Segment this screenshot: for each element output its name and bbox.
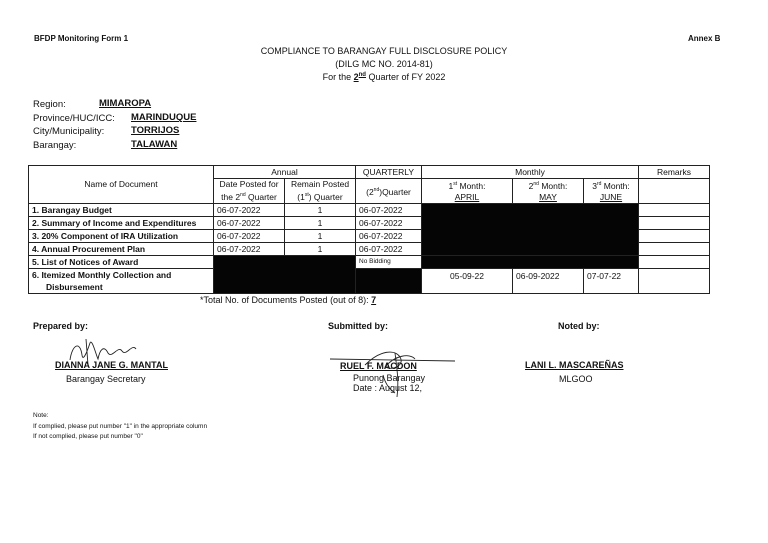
- noted-label: Noted by:: [558, 321, 600, 331]
- region-label: Region:: [33, 99, 66, 110]
- col-name-header: Name of Document: [29, 166, 214, 204]
- submitted-name: RUEL F. MACDON: [340, 361, 417, 371]
- province-value: MARINDUQUE: [131, 112, 197, 123]
- redacted-block: [422, 203, 639, 255]
- prepared-title: Barangay Secretary: [66, 374, 146, 384]
- remarks-header: Remarks: [639, 166, 710, 179]
- table-row: [29, 203, 710, 216]
- document-name: 1. Barangay Budget: [29, 203, 214, 216]
- quarter-header: (2nd)Quarter: [356, 179, 422, 204]
- barangay-value: TALAWAN: [131, 139, 178, 150]
- prepared-label: Prepared by:: [33, 321, 89, 331]
- submitted-title: Punong Barangay: [353, 373, 426, 383]
- note-line-2: If not complied, please put number "0": [33, 433, 143, 440]
- redacted-block: [214, 255, 356, 293]
- barangay-label: Barangay:: [33, 140, 77, 151]
- noted-name: LANI L. MASCAREÑAS: [525, 360, 624, 370]
- noted-title: MLGOO: [559, 374, 593, 384]
- prepared-name: DIANNA JANE G. MANTAL: [55, 360, 168, 370]
- form-name: BFDP Monitoring Form 1: [34, 34, 129, 43]
- province-label: Province/HUC/ICC:: [33, 113, 115, 124]
- date-posted: 06-07-2022: [214, 203, 285, 216]
- date-posted: 06-07-2022: [214, 229, 285, 242]
- memo-circular: (DILG MC NO. 2014-81): [335, 59, 433, 69]
- document-name: 5. List of Notices of Award: [29, 255, 214, 268]
- submitted-label: Submitted by:: [328, 321, 388, 331]
- remarks-subheader: [639, 179, 710, 204]
- month2-header: 2nd Month: MAY: [513, 179, 584, 204]
- document-name: 4. Annual Procurement Plan: [29, 242, 214, 255]
- city-label: City/Municipality:: [33, 126, 105, 137]
- remarks-cell: [639, 229, 710, 242]
- date-posted-header: Date Posted for the 2nd Quarter: [214, 179, 285, 204]
- remain-posted: 1: [285, 203, 356, 216]
- date-posted: 06-07-2022: [214, 216, 285, 229]
- submitted-date: Date : August 12,: [353, 383, 423, 393]
- remarks-cell: [639, 203, 710, 216]
- document-name: 2. Summary of Income and Expenditures: [29, 216, 214, 229]
- document-title: COMPLIANCE TO BARANGAY FULL DISCLOSURE POLICY: [260, 46, 508, 56]
- remain-posted: 1: [285, 229, 356, 242]
- table-row: [29, 268, 710, 293]
- region-value: MIMAROPA: [99, 98, 152, 109]
- total-documents: *Total No. of Documents Posted (out of 8): 7: [200, 295, 377, 305]
- remain-posted: 1: [285, 216, 356, 229]
- remain-posted: 1: [285, 242, 356, 255]
- quarter-posted: 06-07-2022: [356, 203, 422, 216]
- month3-posted: 07-07-22: [584, 268, 639, 293]
- disclosure-table: [28, 165, 710, 294]
- remarks-cell: [639, 255, 710, 268]
- annual-header: Annual: [214, 166, 356, 179]
- remarks-cell: [639, 216, 710, 229]
- quarter-posted: 06-07-2022: [356, 242, 422, 255]
- redacted-block: [422, 255, 639, 268]
- date-posted: 06-07-2022: [214, 242, 285, 255]
- remarks-cell: [639, 268, 710, 293]
- quarter-posted: 06-07-2022: [356, 216, 422, 229]
- document-name: 6. Itemized Monthly Collection and Disbursement: [29, 268, 214, 293]
- remarks-cell: [639, 242, 710, 255]
- quarter-posted: No Bidding: [356, 255, 422, 268]
- table-row: [29, 255, 710, 268]
- month2-posted: 06-09-2022: [513, 268, 584, 293]
- note-label: Note:: [33, 412, 49, 419]
- quarterly-header: QUARTERLY: [356, 166, 422, 179]
- redacted-block: [356, 268, 422, 293]
- month3-header: 3rd Month: JUNE: [584, 179, 639, 204]
- month1-header: 1st Month: APRIL: [422, 179, 513, 204]
- note-line-1: If complied, please put number "1" in the appropriate column: [33, 423, 208, 430]
- city-value: TORRIJOS: [131, 125, 180, 136]
- document-name: 3. 20% Component of IRA Utilization: [29, 229, 214, 242]
- month1-posted: 05-09-22: [422, 268, 513, 293]
- remain-posted-header: Remain Posted (1st) Quarter: [285, 179, 356, 204]
- reporting-period: For the 2nd Quarter of FY 2022: [322, 72, 446, 82]
- quarter-posted: 06-07-2022: [356, 229, 422, 242]
- monthly-header: Monthly: [422, 166, 639, 179]
- annex-label: Annex B: [688, 34, 721, 43]
